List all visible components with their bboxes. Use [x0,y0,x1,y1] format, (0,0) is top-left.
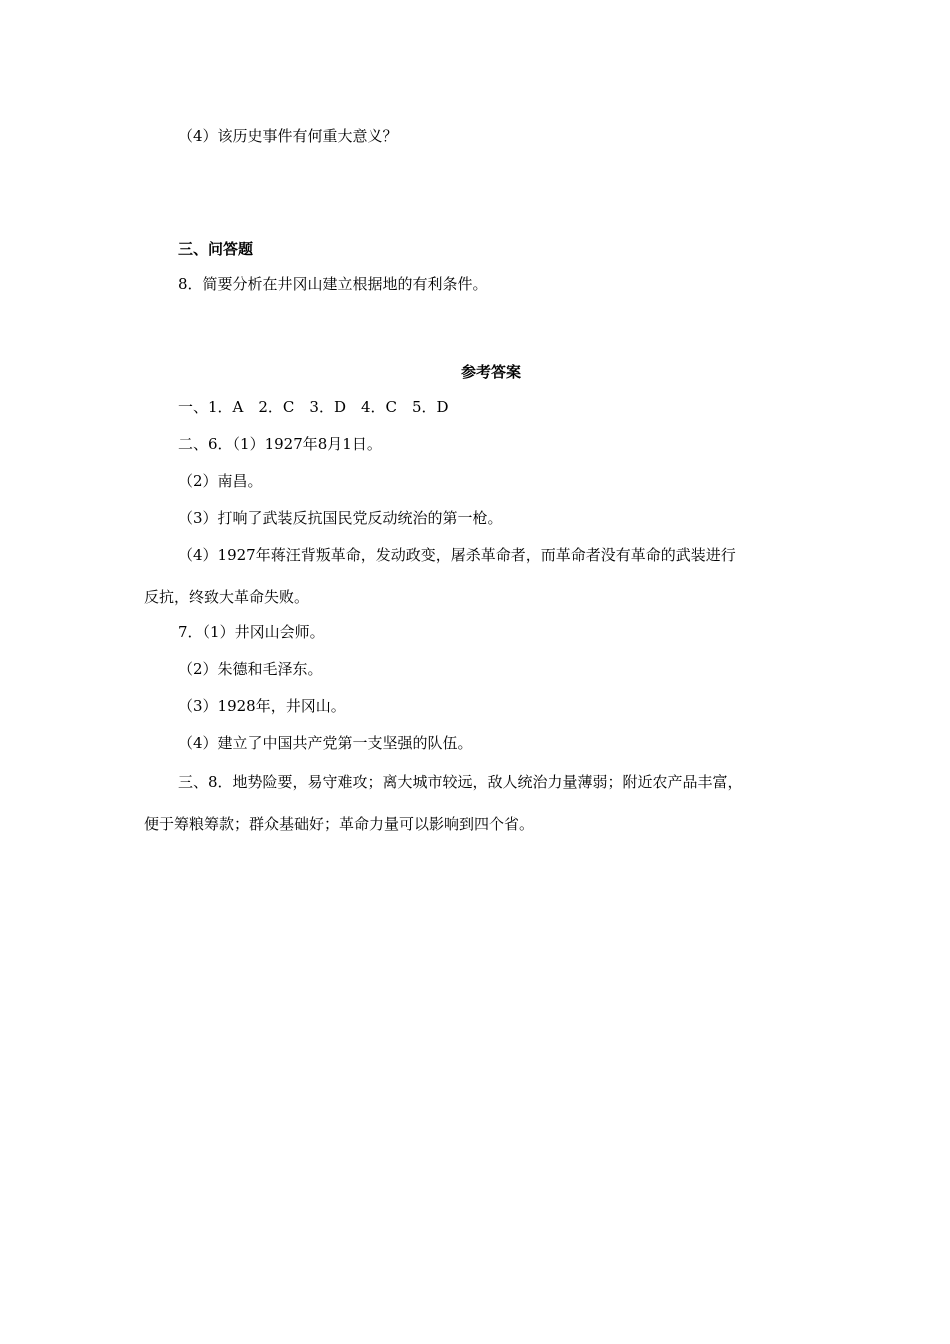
answer-8-cont: 便于筹粮筹款；群众基础好；革命力量可以影响到四个省。 [144,815,535,833]
answer-7-1: 7．（1）井冈山会师。 [178,623,325,641]
answer-8: 三、8．地势险要，易守难攻；离大城市较远，敌人统治力量薄弱；附近农产品丰富， [178,773,743,791]
section-3-heading: 三、问答题 [178,240,254,258]
question-8: 8．简要分析在井冈山建立根据地的有利条件。 [178,275,488,293]
answer-6-3: （3）打响了武装反抗国民党反动统治的第一枪。 [178,509,503,527]
answer-6-4: （4）1927年蒋汪背叛革命，发动政变，屠杀革命者，而革命者没有革命的武装进行 [178,546,736,564]
answer-7-3: （3）1928年，井冈山。 [178,697,346,715]
answer-6-2: （2）南昌。 [178,472,263,490]
answer-part1: 一、1．A 2．C 3．D 4．C 5．D [178,398,449,416]
answer-6-4-cont: 反抗，终致大革命失败。 [144,588,310,606]
answer-7-4: （4）建立了中国共产党第一支坚强的队伍。 [178,734,473,752]
question-4: （4）该历史事件有何重大意义？ [178,127,398,145]
answers-title: 参考答案 [460,363,521,381]
answer-6-1: 二、6．（1）1927年8月1日。 [178,435,382,453]
answer-7-2: （2）朱德和毛泽东。 [178,660,323,678]
